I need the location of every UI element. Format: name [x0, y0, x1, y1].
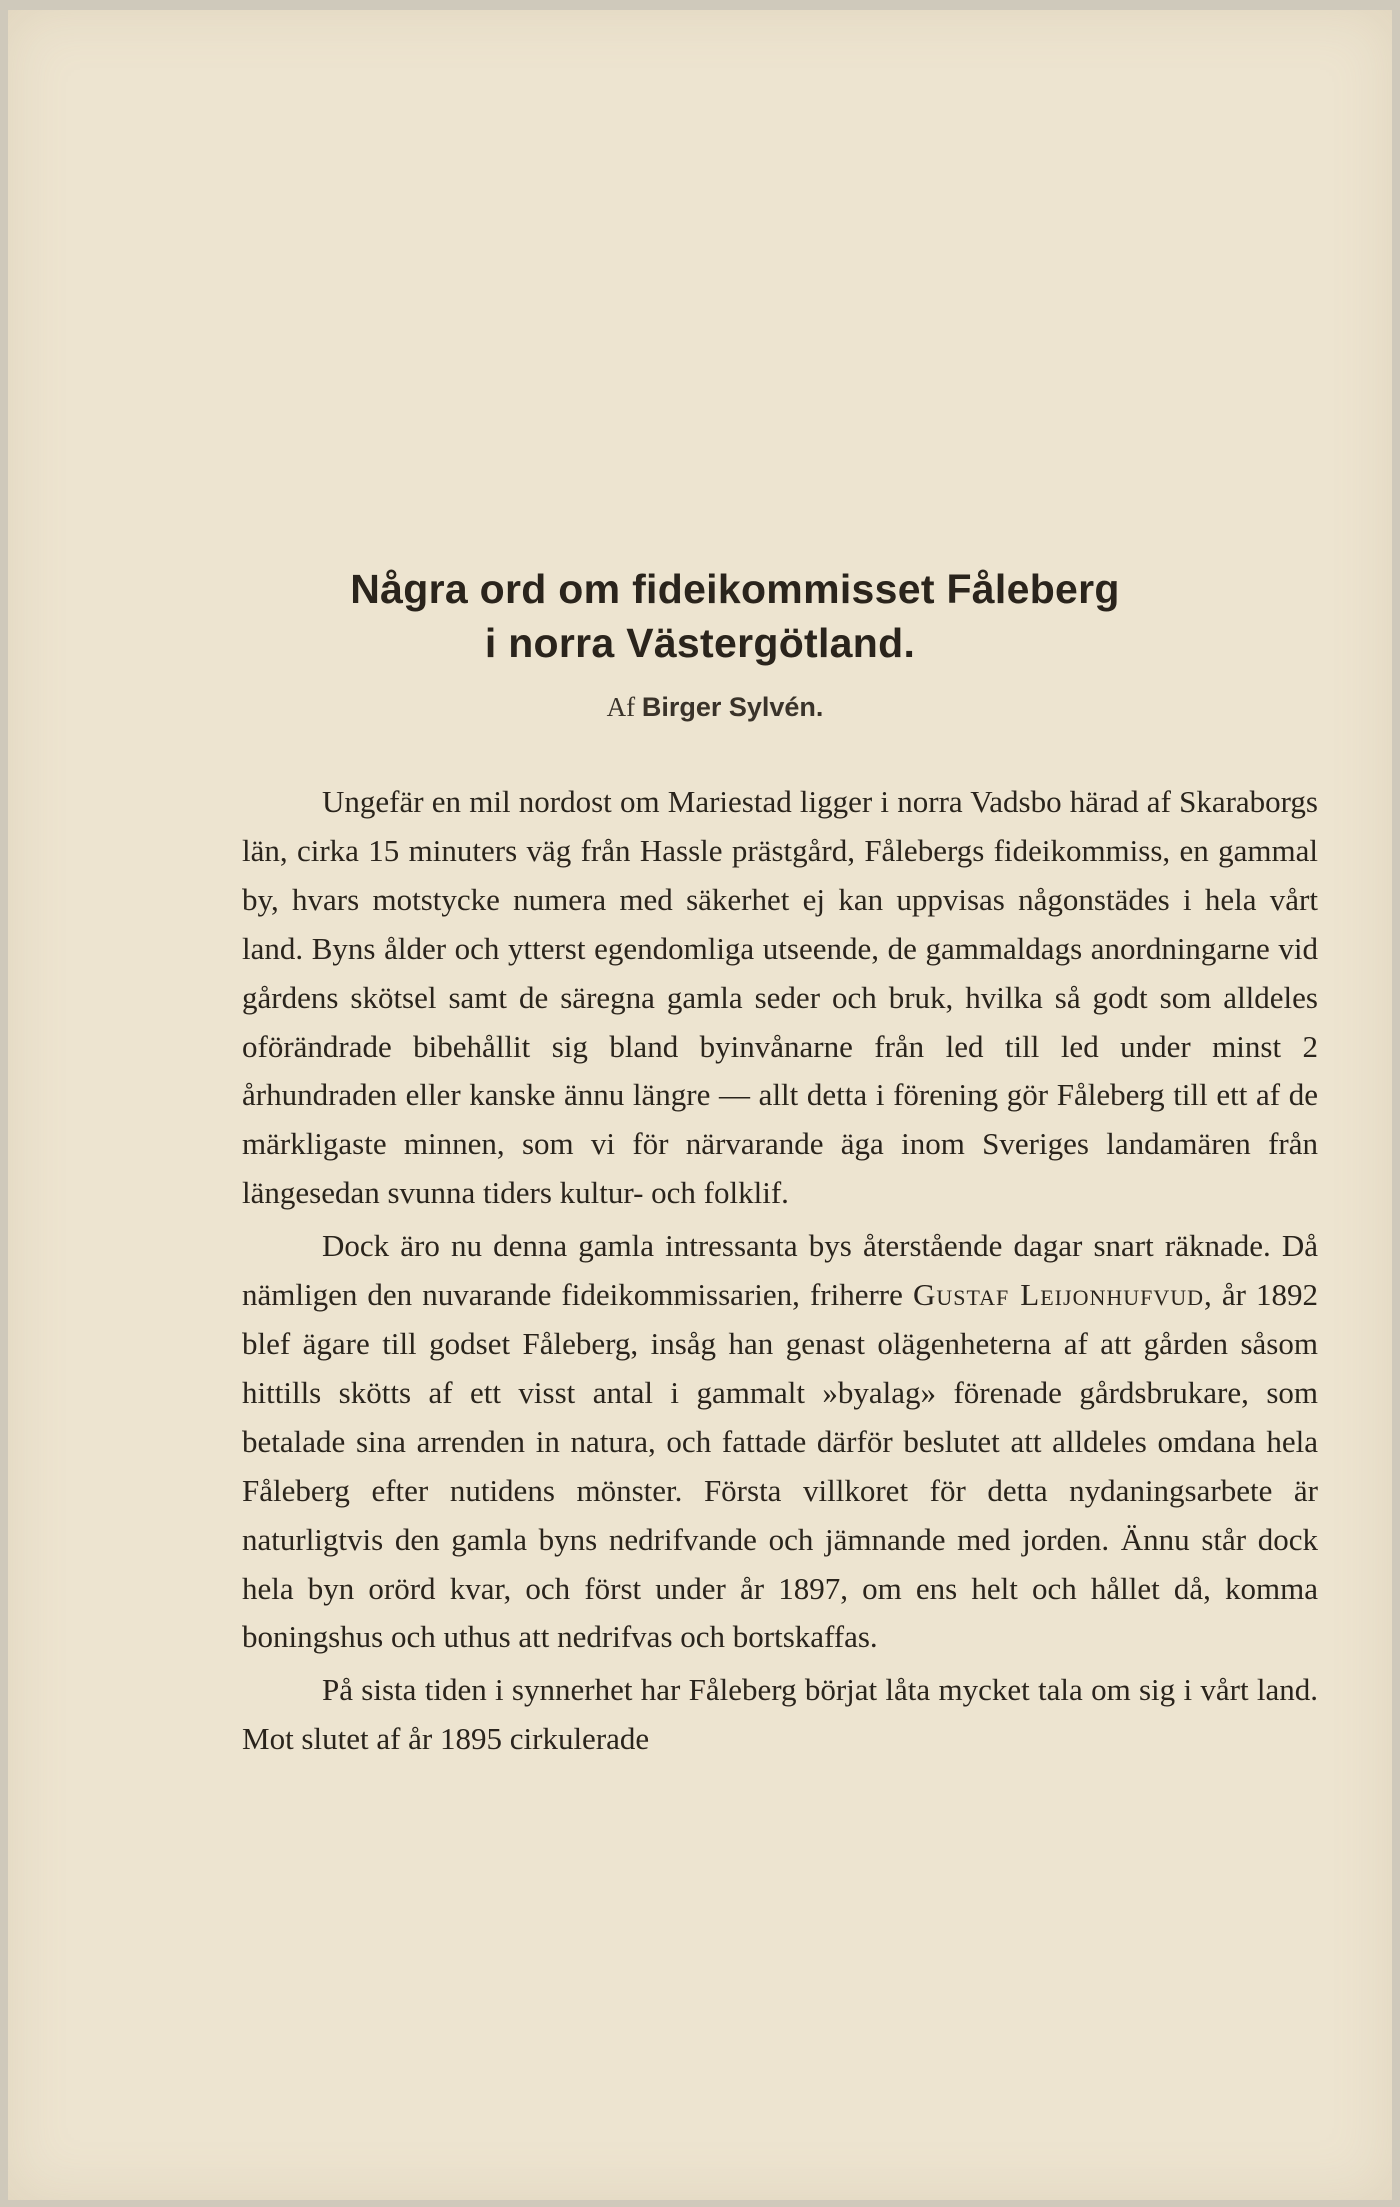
paragraph-2-part-a: Dock äro nu denna gamla intressanta bys återstående dagar snart räknade. Då nämligen den nuvarande fideikommissarien, friherre — [242, 1228, 1318, 1313]
proprietor-name: Gustaf Leijonhufvud — [912, 1277, 1205, 1313]
byline-author: Birger Sylvén. — [641, 692, 824, 722]
article-title-line-1: Några ord om fideikommisset Fåleberg — [350, 566, 1120, 612]
paragraph-2 — [242, 1222, 1318, 1662]
article-header — [0, 562, 1400, 723]
paragraph-3: På sista tiden i synnerhet har Fåleberg börjat låta mycket tala om sig i vårt land. Mot slutet af år 1895 cirkulerade — [242, 1672, 1318, 1757]
byline-prefix: Af — [606, 692, 636, 722]
article-body — [242, 778, 1318, 1768]
paragraph-1: Ungefär en mil nordost om Mariestad ligger i norra Vadsbo härad af Skaraborgs län, cirka 15 minuters väg från Hassle prästgård, Fålebergs fideikommiss, en gammal by, hvars motstycke numera med säkerhet ej kan uppvisas någonstädes i hela vårt land. Byns ålder och ytterst egendomliga utseende, de gammaldags anordningarne vid gårdens skötsel samt de säregna gamla seder och bruk, hvilka så godt som alldeles oförändrade bibehållit sig bland byinvånarne från led till led under minst 2 århundraden eller kanske ännu längre — allt detta i förening gör Fåleberg till ett af de märkligaste minnen, som vi för närvarande äga inom Sveriges landamären från längesedan svunna tiders kultur- och folklif. — [242, 784, 1318, 1211]
paragraph-2-part-b: , år 1892 blef ägare till godset Fåleberg, insåg han genast olägenheterna af att gården såsom hittills skötts af ett visst antal i gammalt »byalag» förenade gårdsbrukare, som betalade sina arrenden in natura, och fattade därför beslutet att alldeles omdana hela Fåleberg efter nutidens mönster. Första villkoret för detta nydaningsarbete är naturligtvis den gamla byns nedrifvande och jämnande med jorden. Ännu står dock hela byn orörd kvar, och först under år 1897, om ens helt och hållet då, komma boningshus och uthus att nedrifvas och bortskaffas. — [242, 1277, 1318, 1655]
article-title-line-2: i norra Västergötland. — [484, 620, 916, 666]
byline — [0, 692, 1400, 723]
